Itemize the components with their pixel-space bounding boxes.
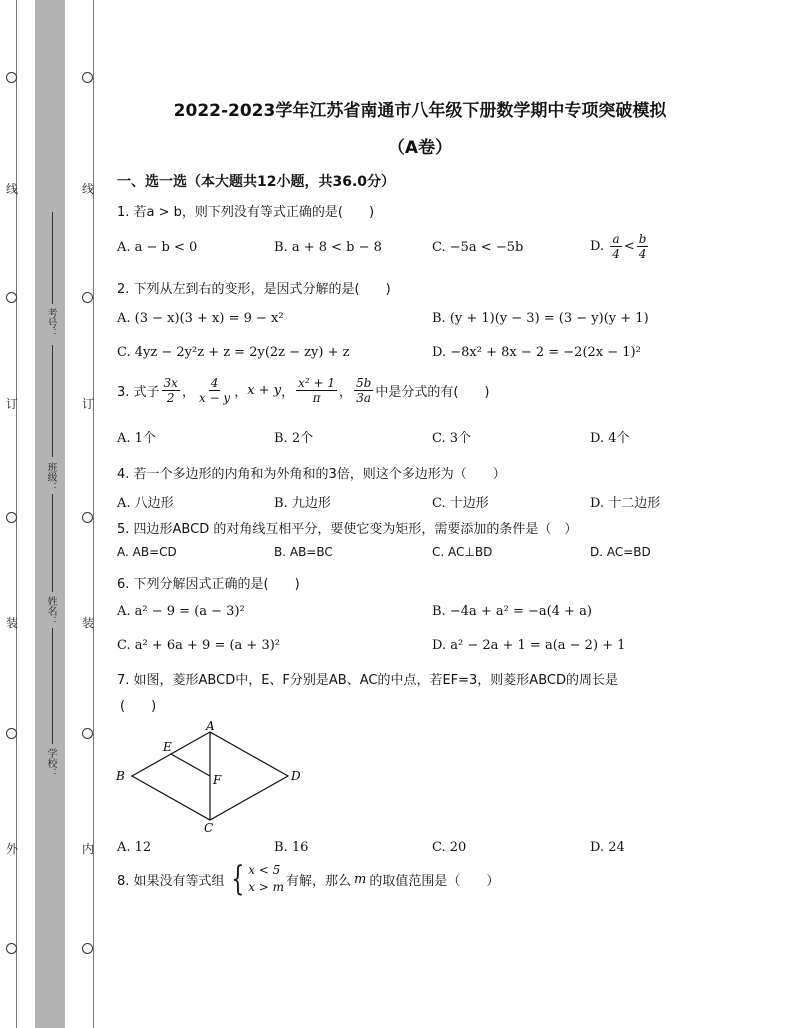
q6-stem: 6. 下列分解因式正确的是( )	[117, 577, 300, 592]
binding-hole	[6, 943, 17, 954]
binding-hole	[82, 943, 93, 954]
inner-margin-line	[93, 0, 94, 1028]
q3-stem: 3. 式子 $\frac{3x}{2}$ ， $\frac{4}{x - y}$ ， x + y ， $\frac{\text{x² + 1}}{\pi}$ ， $\frac{5b}{3a}$ 中是分式的有( )	[117, 376, 490, 405]
q3-option-b[interactable]: B. 2个	[274, 431, 314, 446]
name-label: 姓名：	[45, 596, 56, 626]
q1-d-op: <	[623, 239, 635, 254]
q3-option-a[interactable]: A. 1个	[117, 431, 156, 446]
q1-stem: 1. 若a > b，则下列没有等式正确的是( )	[117, 205, 375, 220]
q8-inequality-system: { x < 5 x > m	[230, 859, 285, 899]
q6-option-d[interactable]: D. a² − 2a + 1 = a(a − 2) + 1	[432, 638, 626, 653]
q8-var: m	[354, 871, 367, 887]
inner-mark-order: 订	[82, 397, 95, 411]
outer-mark-outside: 外	[6, 842, 19, 856]
q3-suffix: 中是分式的有( )	[375, 385, 490, 400]
outer-mark-bind: 装	[6, 616, 19, 630]
label-e: E	[163, 740, 172, 754]
name-blank[interactable]	[52, 494, 53, 592]
q4-option-b[interactable]: B. 九边形	[274, 496, 331, 511]
q3-frac-2: $\frac{4}{x - y}$	[198, 376, 231, 405]
q6-option-b[interactable]: B. −4a + a² = −a(4 + a)	[432, 604, 592, 619]
q1-option-d[interactable]	[590, 232, 650, 261]
q3-option-d[interactable]: D. 4个	[590, 431, 630, 446]
q4-option-c[interactable]: C. 十边形	[432, 496, 489, 511]
q1-option-a[interactable]: A. a − b < 0	[117, 240, 198, 255]
q2-stem: 2. 下列从左到右的变形，是因式分解的是( )	[117, 282, 391, 297]
q4-option-a[interactable]: A. 八边形	[117, 496, 174, 511]
q5-option-c[interactable]: C. AC⊥BD	[432, 545, 493, 559]
binding-gutter	[0, 0, 104, 1028]
q6-option-a[interactable]: A. a² − 9 = (a − 3)²	[117, 604, 245, 619]
section-heading: 一、选一选（本大题共12小题，共36.0分）	[117, 174, 396, 190]
q8-prefix: 8. 如果没有等式组	[117, 873, 225, 889]
binding-hole	[6, 512, 17, 523]
binding-strip	[35, 0, 65, 1028]
q5-option-b[interactable]: B. AB=BC	[274, 545, 333, 559]
school-blank[interactable]	[52, 628, 53, 744]
q8-suffix: 的取值范围是（ ）	[369, 873, 500, 889]
binding-hole	[6, 72, 17, 83]
q8-stem	[117, 859, 500, 899]
exam-number-label: 考号：	[45, 308, 56, 338]
binding-hole	[82, 292, 93, 303]
q7-answer-paren: ( )	[120, 699, 157, 714]
inner-mark-inside: 内	[82, 842, 95, 856]
q3-frac-4: $\frac{5b}{3a}$	[356, 376, 372, 405]
q7-rhombus-figure	[110, 718, 310, 838]
q1-option-b[interactable]: B. a + 8 < b − 8	[274, 240, 382, 255]
q3-frac-1: $\frac{3x}{2}$	[163, 376, 178, 405]
label-b: B	[116, 769, 125, 783]
q4-stem: 4. 若一个多边形的内角和为外角和的3倍，则这个多边形为（ ）	[117, 467, 506, 482]
label-a: A	[206, 719, 215, 733]
exam-number-blank[interactable]	[52, 212, 53, 304]
q6-option-c[interactable]: C. a² + 6a + 9 = (a + 3)²	[117, 638, 281, 653]
segment-ef	[171, 754, 210, 776]
q2-option-b[interactable]: B. (y + 1)(y − 3) = (3 − y)(y + 1)	[432, 311, 649, 326]
outer-mark-order: 订	[6, 397, 19, 411]
binding-hole	[82, 72, 93, 83]
q1-d-frac-right: $\frac{b}{4}$	[638, 232, 647, 261]
q2-option-c[interactable]: C. 4yz − 2y²z + z = 2y(2z − zy) + z	[117, 345, 350, 360]
q7-option-d[interactable]: D. 24	[590, 840, 625, 855]
label-d: D	[291, 769, 301, 783]
binding-hole	[82, 728, 93, 739]
q1-option-c[interactable]: C. −5a < −5b	[432, 240, 524, 255]
q5-option-a[interactable]: A. AB=CD	[117, 545, 177, 559]
q7-option-a[interactable]: A. 12	[117, 840, 152, 855]
q3-prefix: 3. 式子	[117, 385, 160, 400]
q1-d-label: D.	[590, 239, 605, 254]
q3-expr: x + y	[247, 383, 282, 398]
binding-hole	[82, 512, 93, 523]
q3-frac-3: $\frac{\text{x² + 1}}{\pi}$	[298, 376, 335, 405]
q5-option-d[interactable]: D. AC=BD	[590, 545, 651, 559]
q5-stem: 5. 四边形ABCD 的对角线互相平分，要使它变为矩形，需要添加的条件是（ ）	[117, 522, 578, 537]
binding-hole	[6, 728, 17, 739]
exam-title: 2022-2023学年江苏省南通市八年级下册数学期中专项突破模拟	[173, 101, 667, 121]
q1-d-frac-left: $\frac{a}{4}$	[612, 232, 620, 261]
q2-option-d[interactable]: D. −8x² + 8x − 2 = −2(2x − 1)²	[432, 345, 641, 360]
class-blank[interactable]	[52, 345, 53, 457]
school-label: 学校：	[45, 748, 56, 778]
q7-option-b[interactable]: B. 16	[274, 840, 309, 855]
class-label: 班级：	[45, 462, 56, 492]
q7-stem: 7. 如图，菱形ABCD中，E、F分别是AB、AC的中点，若EF=3，则菱形ABCD的周长是	[117, 673, 618, 688]
q8-row-2: x > m	[248, 880, 285, 894]
label-c: C	[204, 821, 214, 835]
exam-title-suffix: （A卷）	[387, 138, 453, 158]
q8-row-1: x < 5	[248, 863, 281, 877]
q3-option-c[interactable]: C. 3个	[432, 431, 472, 446]
inner-mark-line: 线	[82, 182, 95, 196]
outer-mark-line: 线	[6, 182, 19, 196]
binding-hole	[6, 292, 17, 303]
q8-mid: 有解，那么	[286, 873, 352, 889]
q7-option-c[interactable]: C. 20	[432, 840, 467, 855]
q2-option-a[interactable]: A. (3 − x)(3 + x) = 9 − x²	[117, 311, 284, 326]
inner-mark-bind: 装	[82, 616, 95, 630]
label-f: F	[213, 773, 222, 787]
q4-option-d[interactable]: D. 十二边形	[590, 496, 661, 511]
